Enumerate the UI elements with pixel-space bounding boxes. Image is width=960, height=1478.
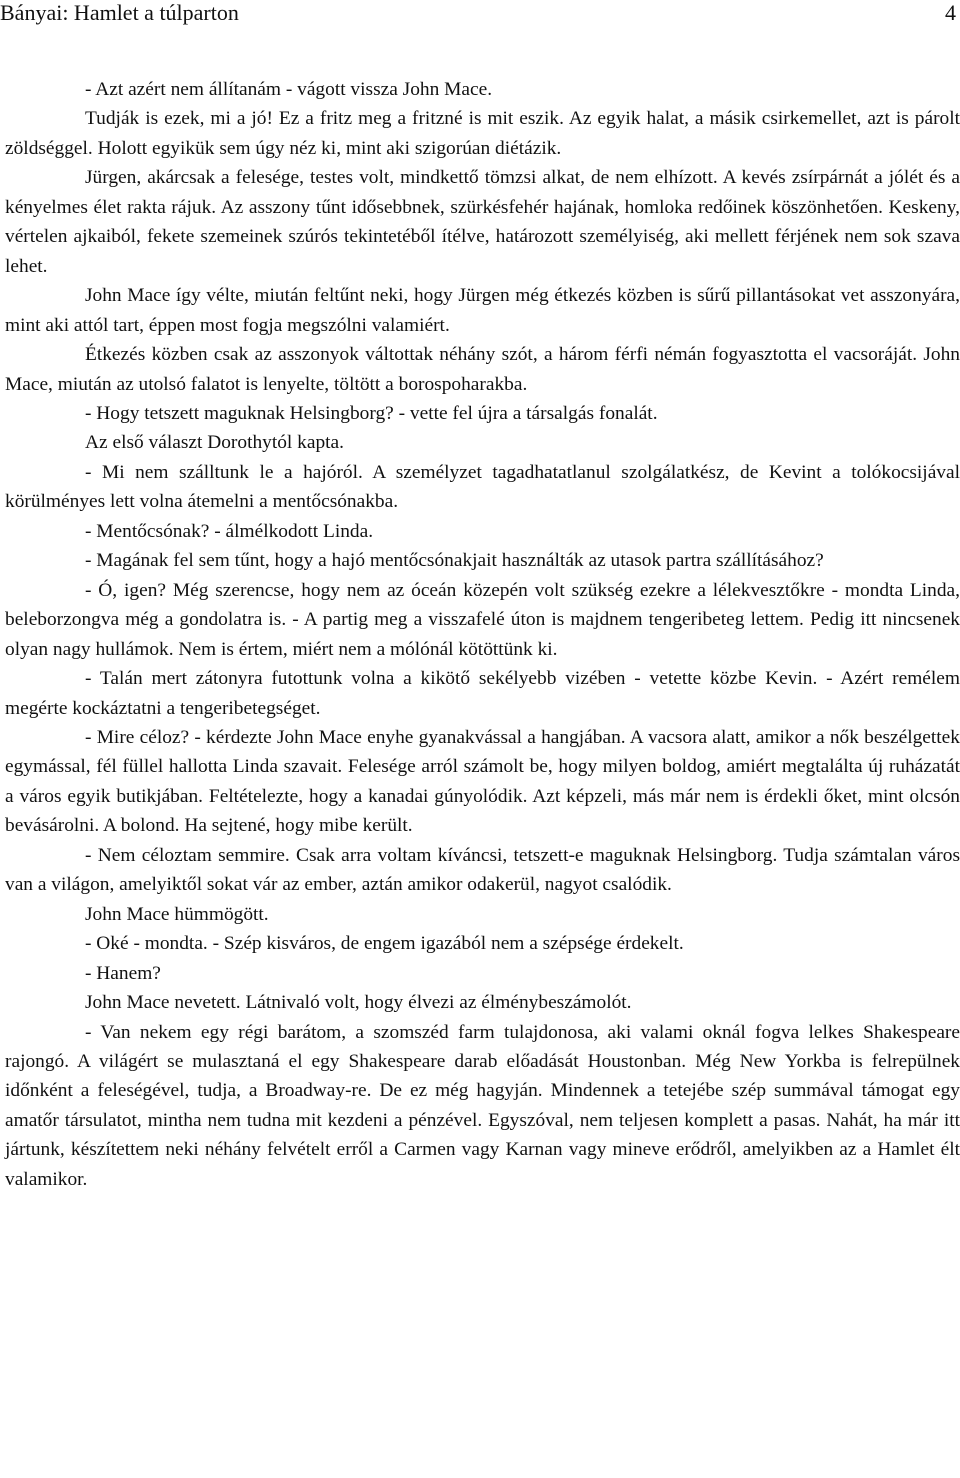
paragraph: - Mire céloz? - kérdezte John Mace enyhe gyanakvással a hangjában. A vacsora alatt, amikor a nők beszélgettek egymással, fél füllel hallotta Linda szavait. Felesége arról számolt be, hogy milyen boldog, amiért megtalálta új ruházatát a város egyik butikjában. Feltételezte, hogy a kanadai gúnyolódik. Azt képzeli, más már nem is érdekli őket, mint olcsón bevásárolni. A bolond. Ha sejtené, hogy mibe került. [5,726,960,837]
paragraph: - Hanem? [85,962,161,984]
paragraph: Tudják is ezek, mi a jó! Ez a fritz meg a fritzné is mit eszik. Az egyik halat, a másik csirkemellet, azt is párolt zöldséggel. Holott egyikük sem úgy néz ki, mint aki szigorúan diétázik. [5,108,960,159]
paragraph: - Van nekem egy régi barátom, a szomszéd farm tulajdonosa, aki valami oknál fogva lelkes Shakespeare rajongó. A világért se mulasztaná el egy Shakespeare darab előadását Houstonban. Még New Yorkba is felrepülnek időnként a feleségével, tudja, a Broadway-re. De ez még hagyján. Mindennek a tetejébe szép summával támogat egy amatőr társulatot, mintha nem tudna mit kezdeni a pénzével. Egyszóval, nem teljesen komplett a pasas. Nahát, ha már itt jártunk, készítettem neki néhány felvételt erről a Carmen vagy Karnan vagy mineve erődről, amelyikben az a Hamlet élt valamikor. [5,1021,960,1190]
paragraph: - Mentőcsónak? - álmélkodott Linda. [85,520,374,542]
paragraph: - Talán mert zátonyra futottunk volna a kikötő sekélyebb vizében - vetette közbe Kevin. - Azért remélem megérte kockáztatni a tengeribetegséget. [5,668,960,719]
paragraph: John Mace így vélte, miután feltűnt neki, hogy Jürgen még étkezés közben is sűrű pillantásokat vet asszonyára, mint aki attól tart, éppen most fogja megszólni valamiért. [5,285,960,336]
paragraph: John Mace nevetett. Látnivaló volt, hogy élvezi az élménybeszámolót. [85,992,632,1014]
paragraph: - Magának fel sem tűnt, hogy a hajó mentőcsónakjait használták az utasok partra szállításához? [85,550,824,572]
page-number: 4 [945,0,956,25]
page-header [0,0,960,28]
paragraph: - Nem céloztam semmire. Csak arra voltam kíváncsi, tetszett-e maguknak Helsingborg. Tudja számtalan város van a világon, amelyiktől sokat vár az ember, aztán amikor odakerül, nagyot csalódik. [5,844,960,896]
paragraph: - Oké - mondta. - Szép kisváros, de engem igazából nem a szépsége érdekelt. [85,933,684,955]
paragraph: Jürgen, akárcsak a felesége, testes volt, mindkettő tömzsi alkat, de nem elhízott. A kevés zsírpárnát a jólét és a kényelmes élet rakta rájuk. Az asszony tűnt idősebbnek, szürkésfehér hajának, homloka redőinek köszönhetően. Keskeny, vértelen ajkaiból, fekete szemeinek szúrós tekintetéből ítélve, határozott személyiség, aki mellett férjének nem sok szava lehet. [5,167,960,277]
paragraph: - Mi nem szálltunk le a hajóról. A személyzet tagadhatatlanul szolgálatkész, de Kevint a tolókocsijával körülményes lett volna átemelni a mentőcsónakba. [5,461,960,513]
paragraph: John Mace hümmögött. [85,903,269,925]
paragraph: Az első választ Dorothytól kapta. [85,432,345,454]
paragraph: - Ó, igen? Még szerencse, hogy nem az óceán közepén volt szükség ezekre a lélekvesztőkre - mondta Linda, beleborzongva még a gondolatra is. - A partig meg a visszafelé úton is majdnem tengeribeteg lettem. Pedig itt nincsenek olyan nagy hullámok. Nem is értem, miért nem a mólónál kötöttünk ki. [5,579,960,660]
running-title: Bányai: Hamlet a túlparton [0,0,239,25]
body-text [5,75,960,1194]
paragraph: - Azt azért nem állítanám - vágott vissza John Mace. [85,79,493,100]
paragraph: - Hogy tetszett maguknak Helsingborg? - vette fel újra a társalgás fonalát. [85,402,658,424]
paragraph: Étkezés közben csak az asszonyok váltottak néhány szót, a három férfi némán fogyasztotta el vacsoráját. John Mace, miután az utolsó falatot is lenyelte, töltött a borospoharakba. [5,344,960,395]
